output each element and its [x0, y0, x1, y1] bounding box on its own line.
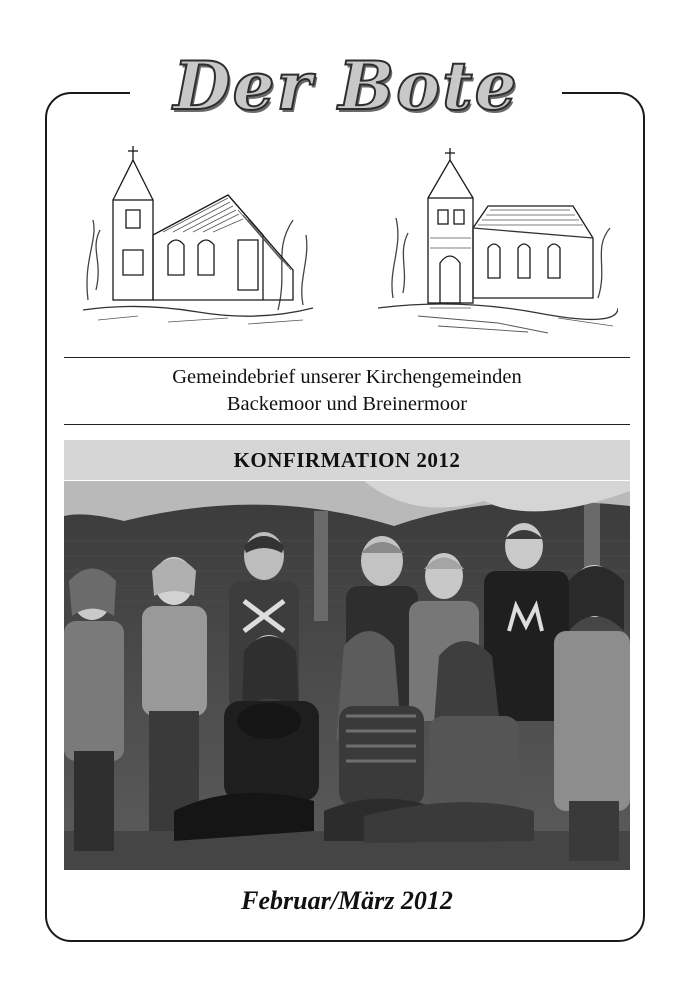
masthead [130, 38, 562, 134]
banner-title: KONFIRMATION 2012 [233, 447, 461, 472]
divider-bottom [64, 424, 630, 425]
issue-date [64, 886, 630, 916]
masthead-title: Der Bote [173, 47, 519, 125]
group-photo [64, 481, 630, 870]
issue-date-text: Februar/März 2012 [241, 886, 453, 915]
church-sketch-right [378, 148, 618, 338]
section-banner [64, 440, 630, 480]
church-sketch-left [78, 140, 318, 340]
divider-top [64, 357, 630, 358]
subtitle-line-1: Gemeindebrief unserer Kirchengemeinden [172, 366, 522, 388]
subtitle-line-2: Backemoor und Breinermoor [226, 393, 468, 415]
